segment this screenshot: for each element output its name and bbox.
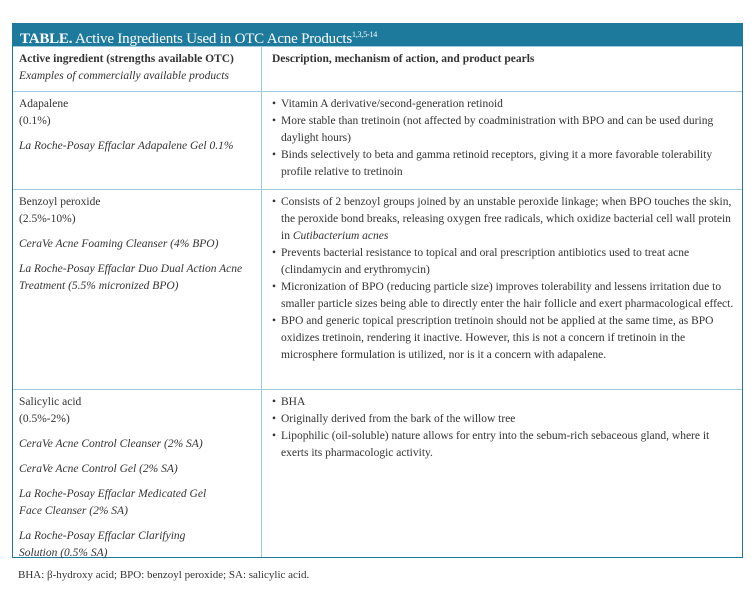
bullet-point: • More stable than tretinoin (not affected by coadministration with BPO and can be used during daylight hours) bbox=[272, 113, 734, 147]
bullet-point: • Micronization of BPO (reducing particle size) improves tolerability and lessens irritation due to smaller particle sizes being able to directly enter the hair follicle and exert pharmacological effect. bbox=[272, 279, 734, 313]
ingredient-cell bbox=[13, 190, 262, 389]
footnote: BHA: β-hydroxy acid; BPO: benzoyl peroxide; SA: salicylic acid. bbox=[18, 569, 310, 581]
description-cell bbox=[262, 92, 742, 189]
table-row bbox=[13, 389, 742, 557]
bullet-text: Consists of 2 benzoyl groups joined by an unstable peroxide linkage; when BPO touches the skin, the peroxide bond breaks, releasing oxygen free radicals, which oxidize bacterial cell wall protein in bbox=[281, 196, 732, 242]
bullet-point: • BHA bbox=[272, 394, 734, 411]
product: La Roche-Posay Effaclar Clarifying Solution (0.5% SA) bbox=[19, 530, 186, 559]
table-row bbox=[13, 189, 742, 389]
ingredient-cell bbox=[13, 390, 262, 557]
header-col1-label: Active ingredient (strengths available OTC) bbox=[19, 53, 234, 65]
bullet-point: • Binds selectively to beta and gamma retinoid receptors, giving it a more favorable tolerability profile relative to tretinoin bbox=[272, 147, 734, 181]
title-refs: 1,3,5-14 bbox=[352, 30, 378, 39]
title-label: TABLE. bbox=[20, 31, 73, 47]
title-text: Active Ingredients Used in OTC Acne Products bbox=[75, 31, 353, 47]
ingredient-strength: (0.5%-2%) bbox=[19, 413, 70, 425]
product: CeraVe Acne Control Gel (2% SA) bbox=[19, 463, 178, 475]
header-col2: Description, mechanism of action, and product pearls bbox=[272, 53, 535, 65]
description-cell bbox=[262, 390, 742, 557]
header-col1-sub: Examples of commercially available products bbox=[19, 70, 229, 82]
ingredient-name: Adapalene bbox=[19, 98, 69, 110]
ingredient-name: Salicylic acid bbox=[19, 396, 82, 408]
ingredient-strength: (0.1%) bbox=[19, 115, 51, 127]
product: La Roche-Posay Effaclar Medicated Gel Face Cleanser (2% SA) bbox=[19, 488, 207, 517]
product: La Roche-Posay Effaclar Duo Dual Action Acne Treatment (5.5% micronized BPO) bbox=[19, 263, 243, 292]
description-cell bbox=[262, 190, 742, 389]
table-title bbox=[13, 23, 742, 46]
bullet-point: • BPO and generic topical prescription tretinoin should not be applied at the same time, as BPO oxidizes tretinoin, rendering it inactive. However, this is not a concern if tretinoin in the microsphere formulation is utilized, nor is it a concern with adapalene. bbox=[272, 313, 734, 364]
bullet-point: • Lipophilic (oil-soluble) nature allows for entry into the sebum-rich sebaceous gland, where it exerts its pharmacologic activity. bbox=[272, 428, 734, 462]
ingredients-table bbox=[12, 23, 743, 558]
bullet-point: • Vitamin A derivative/second-generation retinoid bbox=[272, 96, 734, 113]
bullet-point: • Prevents bacterial resistance to topical and oral prescription antibiotics used to treat acne (clindamycin and erythromycin) bbox=[272, 245, 734, 279]
header-row bbox=[13, 46, 742, 91]
ingredient-strength: (2.5%-10%) bbox=[19, 213, 76, 225]
bullet-point bbox=[272, 194, 734, 245]
product: CeraVe Acne Control Cleanser (2% SA) bbox=[19, 438, 203, 450]
header-col1 bbox=[13, 47, 262, 91]
ingredient-name: Benzoyl peroxide bbox=[19, 196, 101, 208]
bacterium-name: Cutibacterium acnes bbox=[292, 230, 389, 242]
product: CeraVe Acne Foaming Cleanser (4% BPO) bbox=[19, 238, 219, 250]
ingredient-cell bbox=[13, 92, 262, 189]
bullet-point: • Originally derived from the bark of the willow tree bbox=[272, 411, 734, 428]
table-row bbox=[13, 91, 742, 189]
product: La Roche-Posay Effaclar Adapalene Gel 0.1% bbox=[19, 140, 234, 152]
